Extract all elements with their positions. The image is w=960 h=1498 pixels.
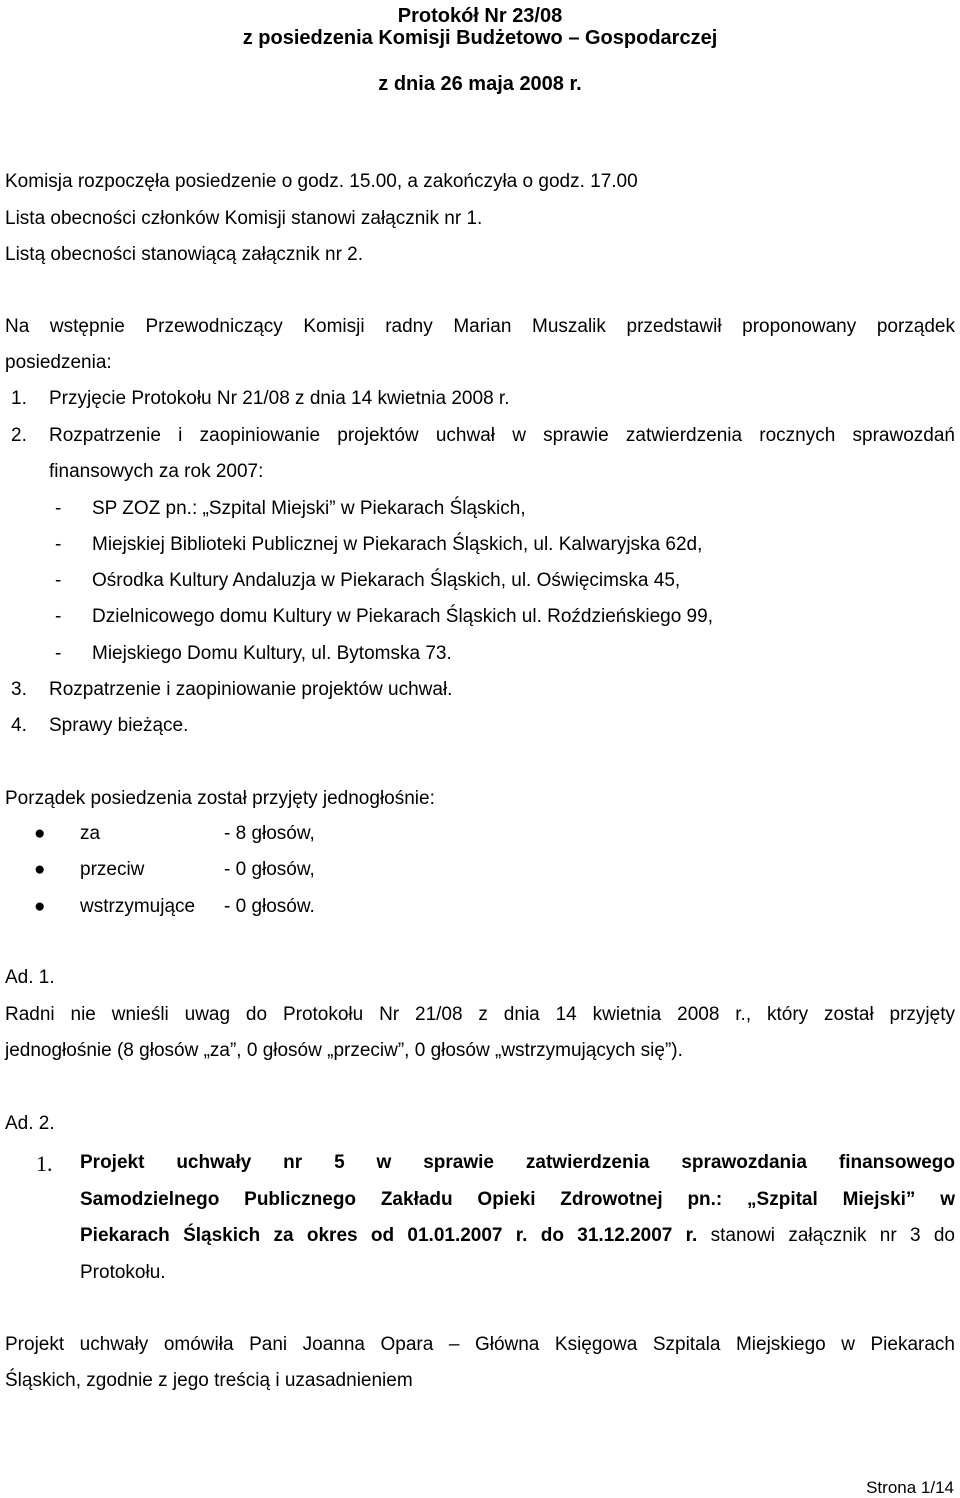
agenda-subitem-text: Ośrodka Kultury Andaluzja w Piekarach Śląskich, ul. Oświęcimska 45, xyxy=(92,570,681,591)
ad2-item-regular: stanowi załącznik nr 3 do xyxy=(710,1225,956,1246)
document-title: Protokół Nr 23/08 xyxy=(397,5,563,27)
document-date: z dnia 26 maja 2008 r. xyxy=(378,73,582,95)
intro-line: Komisja rozpoczęła posiedzenie o godz. 15.00, a zakończyła o godz. 17.00 xyxy=(5,171,638,192)
dash-marker: - xyxy=(55,498,62,519)
dash-marker: - xyxy=(55,643,62,664)
ad2-item-line xyxy=(80,1188,955,1225)
agenda-subitem-text: Dzielnicowego domu Kultury w Piekarach Śląskich ul. Roździeńskiego 99, xyxy=(92,606,713,627)
agenda-item-number: 1. xyxy=(11,388,27,409)
ad2-item-bold: Projekt uchwały nr 5 w sprawie zatwierdzenia sprawozdania finansowego xyxy=(80,1152,955,1173)
ad1-heading: Ad. 1. xyxy=(5,967,55,988)
ad2-item-line: Protokołu. xyxy=(80,1261,166,1283)
closing-text: Projekt uchwały omówiła Pani Joanna Opara – Główna Księgowa Szpitala Miejskiego w Piekarach xyxy=(5,1334,955,1355)
vote-value: - 0 głosów, xyxy=(224,859,315,880)
agenda-item-text: Przyjęcie Protokołu Nr 21/08 z dnia 14 kwietnia 2008 r. xyxy=(49,388,510,409)
agenda-item-text: Sprawy bieżące. xyxy=(49,715,189,736)
agenda-item-text: Rozpatrzenie i zaopiniowanie projektów uchwał w sprawie zatwierdzenia rocznych sprawozdań xyxy=(49,425,955,446)
vote-label: za xyxy=(80,823,101,844)
agenda-subitem-text: Miejskiego Domu Kultury, ul. Bytomska 73. xyxy=(92,643,452,664)
vote-intro: Porządek posiedzenia został przyjęty jednogłośnie: xyxy=(5,788,435,809)
ad2-item-line xyxy=(80,1224,955,1261)
ad2-item-bold: Samodzielnego Publicznego Zakładu Opieki Zdrowotnej pn.: „Szpital Miejski” w xyxy=(80,1188,955,1210)
dash-marker: - xyxy=(55,606,62,627)
ad2-item-bold: Piekarach Śląskich za okres od 01.01.2007 r. do 31.12.2007 r. xyxy=(80,1225,698,1246)
ad1-text-cont: jednogłośnie (8 głosów „za”, 0 głosów „przeciw”, 0 głosów „wstrzymujących się”). xyxy=(5,1040,683,1061)
agenda-item-text: Rozpatrzenie i zaopiniowanie projektów uchwał. xyxy=(49,679,453,700)
intro-line: Listą obecności stanowiącą załącznik nr 2. xyxy=(5,244,364,265)
ad2-heading: Ad. 2. xyxy=(5,1113,55,1134)
agenda-item-number: 4. xyxy=(11,715,27,736)
agenda-intro-cont: posiedzenia: xyxy=(5,352,112,373)
ad2-item-line xyxy=(80,1151,955,1188)
agenda-subitem-text: SP ZOZ pn.: „Szpital Miejski” w Piekarach Śląskich, xyxy=(92,498,526,519)
vote-label: przeciw xyxy=(80,859,145,880)
intro-line: Lista obecności członków Komisji stanowi załącznik nr 1. xyxy=(5,208,483,229)
ad2-item-number: 1. xyxy=(36,1151,53,1176)
vote-value: - 8 głosów, xyxy=(224,823,315,844)
ad2-item-text xyxy=(80,1151,955,1297)
page-number: Strona 1/14 xyxy=(866,1478,954,1497)
agenda-item-number: 3. xyxy=(11,679,27,700)
document-subtitle: z posiedzenia Komisji Budżetowo – Gospodarczej xyxy=(242,27,718,49)
vote-value: - 0 głosów. xyxy=(224,896,315,917)
agenda-intro: Na wstępnie Przewodniczący Komisji radny Marian Muszalik przedstawił proponowany porządek xyxy=(5,316,955,337)
bullet-icon: ● xyxy=(34,823,46,844)
closing-text-cont: Śląskich, zgodnie z jego treścią i uzasadnieniem xyxy=(5,1370,413,1391)
dash-marker: - xyxy=(55,534,62,555)
dash-marker: - xyxy=(55,570,62,591)
bullet-icon: ● xyxy=(34,859,46,880)
agenda-item-number: 2. xyxy=(11,425,27,446)
bullet-icon: ● xyxy=(34,896,46,917)
vote-label: wstrzymujące xyxy=(80,896,196,917)
ad1-text: Radni nie wnieśli uwag do Protokołu Nr 21/08 z dnia 14 kwietnia 2008 r., który został przyjęty xyxy=(5,1004,955,1025)
agenda-subitem-text: Miejskiej Biblioteki Publicznej w Piekarach Śląskich, ul. Kalwaryjska 62d, xyxy=(92,534,703,555)
agenda-item-text-cont: finansowych za rok 2007: xyxy=(49,461,264,482)
